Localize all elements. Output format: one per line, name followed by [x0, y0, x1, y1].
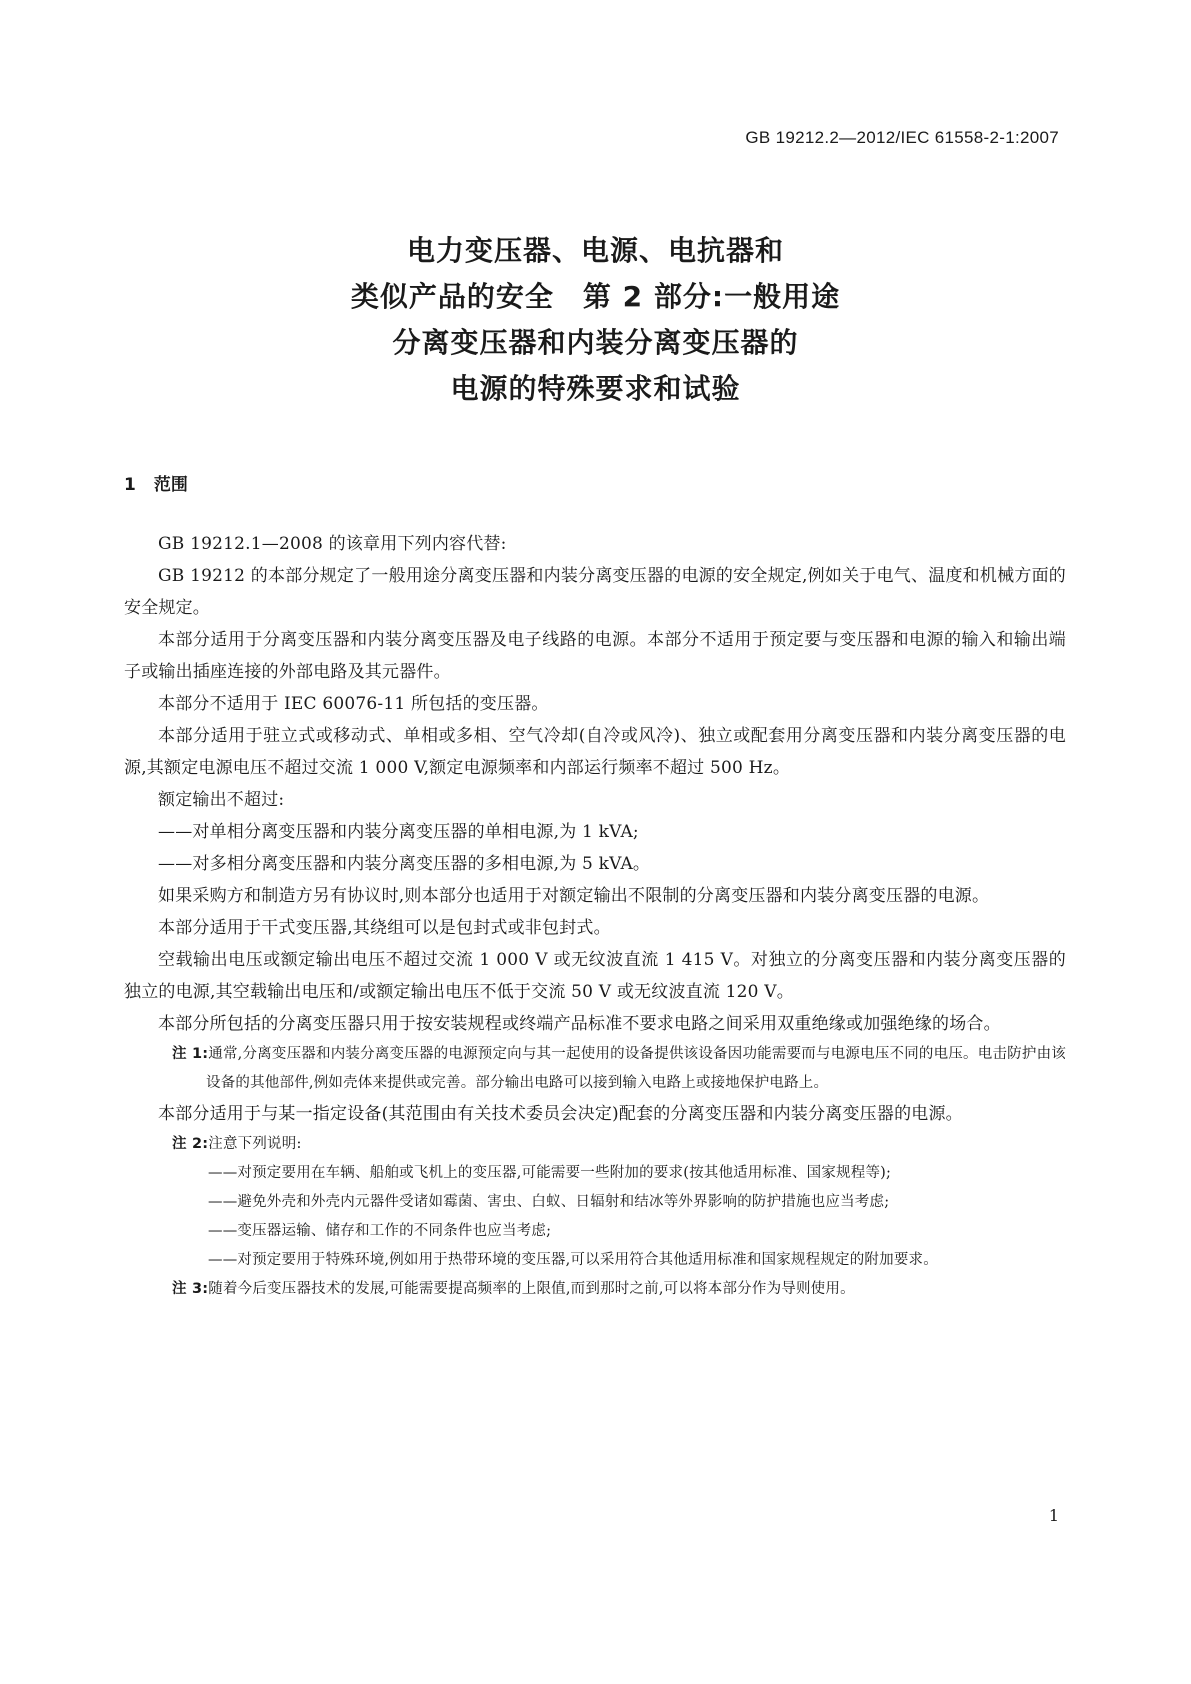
note-list-item: ——对预定要用于特殊环境,例如用于热带环境的变压器,可以采用符合其他适用标准和国家规程规定的附加要求。: [208, 1252, 938, 1268]
paragraph: 空载输出电压或额定输出电压不超过交流 1 000 V 或无纹波直流 1 415 V。对独立的分离变压器和内装分离变压器的独立的电源,其空载输出电压和/或额定输出电压不低于交流 50 V 或无纹波直流 120 V。: [124, 950, 1066, 1002]
document-title: [0, 228, 1191, 412]
title-line-3: 分离变压器和内装分离变压器的: [392, 326, 799, 359]
note-text: 随着今后变压器技术的发展,可能需要提高频率的上限值,而到那时之前,可以将本部分作为导则使用。: [208, 1281, 855, 1297]
note-2: [124, 1130, 1066, 1159]
paragraph: 本部分不适用于 IEC 60076-11 所包括的变压器。: [158, 694, 549, 714]
title-line-1: 电力变压器、电源、电抗器和: [406, 234, 784, 267]
dash-list-item: ——对多相分离变压器和内装分离变压器的多相电源,为 5 kVA。: [158, 854, 651, 874]
note-list-item: ——避免外壳和外壳内元器件受诸如霉菌、害虫、白蚁、日辐射和结冰等外界影响的防护措施也应当考虑;: [208, 1194, 890, 1210]
paragraph: 本部分所包括的分离变压器只用于按安装规程或终端产品标准不要求电路之间采用双重绝缘或加强绝缘的场合。: [158, 1014, 1001, 1034]
paragraph: GB 19212 的本部分规定了一般用途分离变压器和内装分离变压器的电源的安全规定,例如关于电气、温度和机械方面的安全规定。: [124, 566, 1066, 618]
paragraph: GB 19212.1—2008 的该章用下列内容代替:: [158, 534, 507, 554]
paragraph: 如果采购方和制造方另有协议时,则本部分也适用于对额定输出不限制的分离变压器和内装分离变压器的电源。: [158, 886, 990, 906]
paragraph: 本部分适用于干式变压器,其绕组可以是包封式或非包封式。: [158, 918, 611, 938]
note-3: [124, 1275, 1066, 1304]
paragraph: 本部分适用于驻立式或移动式、单相或多相、空气冷却(自冷或风冷)、独立或配套用分离变压器和内装分离变压器的电源,其额定电源电压不超过交流 1 000 V,额定电源频率和内部运行频率不超过 500 Hz。: [124, 726, 1066, 778]
title-line-2: 类似产品的安全 第 2 部分:一般用途: [350, 280, 841, 313]
note-label: 注 1:: [172, 1046, 209, 1062]
section-title: 范围: [153, 475, 188, 495]
section-number: 1: [124, 475, 136, 495]
note-text: 注意下列说明:: [208, 1136, 302, 1152]
note-text: 通常,分离变压器和内装分离变压器的电源预定向与其一起使用的设备提供该设备因功能需要而与电源电压不同的电压。电击防护由该设备的其他部件,例如壳体来提供或完善。部分输出电路可以接到输入电路上或接地保护电路上。: [206, 1046, 1066, 1091]
note-list-item: ——变压器运输、储存和工作的不同条件也应当考虑;: [208, 1223, 552, 1239]
paragraph: 额定输出不超过:: [158, 790, 285, 810]
paragraph: 本部分适用于分离变压器和内装分离变压器及电子线路的电源。本部分不适用于预定要与变压器和电源的输入和输出端子或输出插座连接的外部电路及其元器件。: [124, 630, 1066, 682]
note-1: [124, 1040, 1066, 1098]
note-list-item: ——对预定要用在车辆、船舶或飞机上的变压器,可能需要一些附加的要求(按其他适用标准、国家规程等);: [208, 1165, 892, 1181]
section-body: [124, 528, 1066, 1304]
paragraph: 本部分适用于与某一指定设备(其范围由有关技术委员会决定)配套的分离变压器和内装分离变压器的电源。: [158, 1104, 963, 1124]
section-heading: [124, 470, 188, 495]
note-label: 注 2:: [172, 1136, 209, 1152]
dash-list-item: ——对单相分离变压器和内装分离变压器的单相电源,为 1 kVA;: [158, 822, 639, 842]
standard-code: GB 19212.2—2012/IEC 61558-2-1:2007: [745, 128, 1059, 147]
page-number: 1: [1048, 1506, 1059, 1525]
title-line-4: 电源的特殊要求和试验: [450, 372, 741, 405]
note-label: 注 3:: [172, 1281, 209, 1297]
